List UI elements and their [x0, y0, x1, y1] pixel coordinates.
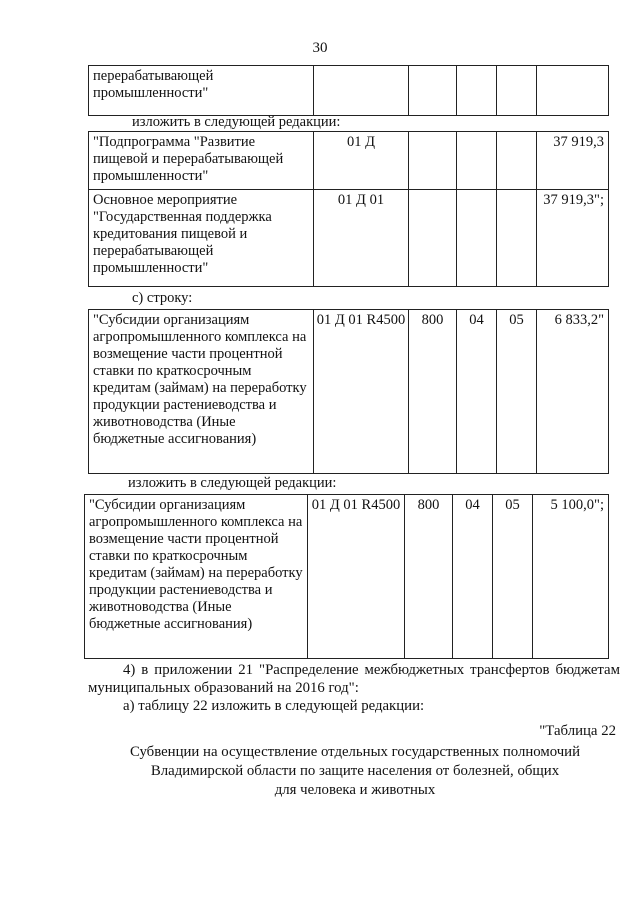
- table-cell-vr: [409, 132, 457, 190]
- table-cell-pr: [497, 190, 537, 287]
- table-cell-name: Основное мероприятие "Государственная поддержка кредитования пищевой и перерабатывающей промышленности": [89, 190, 314, 287]
- table-title-line: для человека и животных: [274, 782, 436, 798]
- row-name: перерабатывающей промышленности": [93, 68, 214, 101]
- instruction-line: изложить в следующей редакции:: [132, 114, 341, 130]
- budget-table-subsidy-new: [84, 494, 609, 659]
- table-row: [89, 310, 609, 474]
- table-cell-pr: 05: [497, 310, 537, 474]
- table-cell-vr: 800: [405, 495, 453, 659]
- table-cell-name: "Субсидии организациям агропромышленного комплекса на возмещение части процентной ставки по краткосрочным кредитам (займам) на переработку продукции растениеводства и животноводства (Иные бюджетные ассигнования): [85, 495, 308, 659]
- table-cell-rz: 04: [453, 495, 493, 659]
- table-cell-rz: 04: [457, 310, 497, 474]
- table-label: "Таблица 22: [539, 723, 616, 739]
- table-cell-sum: 37 919,3";: [537, 190, 609, 287]
- table-title-line: Владимирской области по защите населения от болезней, общих: [150, 763, 560, 779]
- table-row: [85, 495, 609, 659]
- instruction-line: с) строку:: [132, 290, 193, 306]
- table-cell-name: "Подпрограмма "Развитие пищевой и перерабатывающей промышленности": [89, 132, 314, 190]
- table-cell-pr: [497, 66, 537, 116]
- paragraph-item-a: а) таблицу 22 изложить в следующей редакции:: [123, 698, 425, 714]
- table-cell-rz: [457, 132, 497, 190]
- table-cell-code: [314, 66, 409, 116]
- page-number: 30: [312, 40, 328, 56]
- table-row: [89, 132, 609, 190]
- table-cell-sum: 5 100,0";: [533, 495, 609, 659]
- table-cell-code: 01 Д 01 R4500: [314, 310, 409, 474]
- table-cell-code: 01 Д: [314, 132, 409, 190]
- table-cell-sum: 37 919,3: [537, 132, 609, 190]
- table-cell-vr: [409, 190, 457, 287]
- table-cell-sum: 6 833,2": [537, 310, 609, 474]
- table-cell-rz: [457, 66, 497, 116]
- table-title: [90, 743, 620, 800]
- table-cell-sum: [537, 66, 609, 116]
- table-cell-vr: [409, 66, 457, 116]
- table-cell-name: [89, 66, 314, 116]
- table-title-line: Субвенции на осуществление отдельных государственных полномочий: [129, 744, 581, 760]
- table-cell-pr: [497, 132, 537, 190]
- budget-table-fragment-top: [88, 65, 609, 116]
- table-cell-rz: [457, 190, 497, 287]
- budget-table-subsidy-old: [88, 309, 609, 474]
- table-cell-pr: 05: [493, 495, 533, 659]
- instruction-line: изложить в следующей редакции:: [128, 475, 337, 491]
- table-row: [89, 190, 609, 287]
- table-cell-name: "Субсидии организациям агропромышленного комплекса на возмещение части процентной ставки по краткосрочным кредитам (займам) на переработку продукции растениеводства и животноводства (Иные бюджетные ассигнования): [89, 310, 314, 474]
- table-cell-code: 01 Д 01: [314, 190, 409, 287]
- budget-table-program: [88, 131, 609, 287]
- paragraph-appendix-21: 4) в приложении 21 "Распределение межбюджетных трансфертов бюджетам муниципальных образований на 2016 год":: [88, 662, 620, 696]
- table-cell-code: 01 Д 01 R4500: [308, 495, 405, 659]
- table-cell-vr: 800: [409, 310, 457, 474]
